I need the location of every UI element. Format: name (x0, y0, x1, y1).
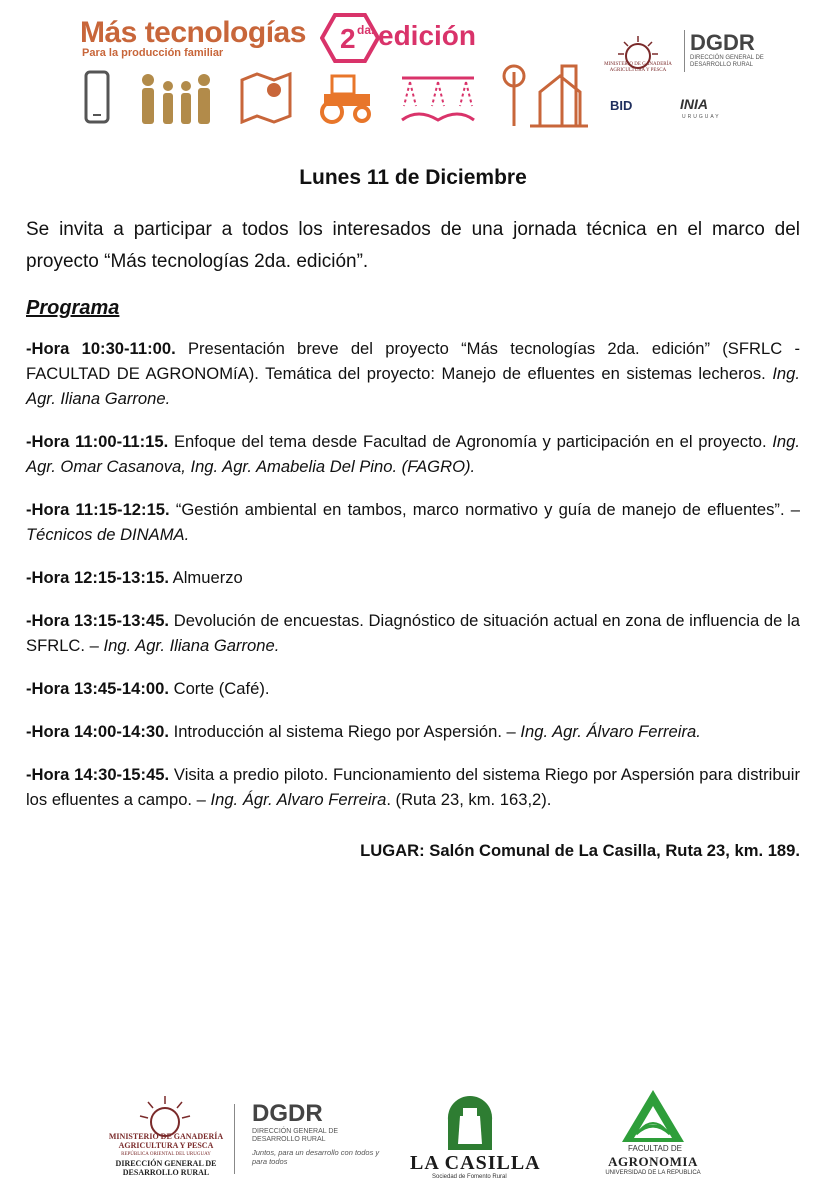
agronomia-line1: FACULTAD DE (628, 1144, 682, 1153)
program-item (26, 497, 800, 547)
footer-dgdr-subtitle: DIRECCIÓN GENERAL DE DESARROLLO RURAL (252, 1128, 339, 1143)
dgdr-logo-text: DGDR (690, 30, 755, 55)
item-time: -Hora 10:30-11:00. (26, 339, 176, 358)
footer-mgap-line: DIRECCIÓN GENERAL DE (115, 1159, 217, 1168)
program-item (26, 676, 800, 701)
header-divider (684, 30, 685, 72)
item-text: Enfoque del tema desde Facultad de Agronomía y participación en el proyecto. (168, 432, 773, 451)
tractor-icon (316, 70, 376, 124)
inia-subtitle: URUGUAY (682, 114, 721, 120)
date-title: Lunes 11 de Diciembre (299, 166, 527, 189)
intro-paragraph: Se invita a participar a todos los interesados de una jornada técnica en el marco del proyecto “Más tecnologías 2da. edición”. (26, 219, 800, 272)
agronomia-line3: UNIVERSIDAD DE LA REPUBLICA (605, 1170, 701, 1176)
item-speaker: Ing. Ágr. Alvaro Ferreira (210, 790, 387, 809)
edition-suffix: da. (357, 23, 375, 37)
irrigation-icon (398, 70, 478, 124)
farm-barn-icon (500, 62, 590, 130)
program-item (26, 719, 800, 744)
location-line: LUGAR: Salón Comunal de La Casilla, Ruta 23, km. 189. (360, 841, 800, 860)
program-heading: Programa (26, 297, 120, 319)
footer-dgdr-logo: DGDR (252, 1100, 323, 1127)
program-item (26, 336, 800, 411)
header-banner (0, 0, 838, 140)
item-tail: . (Ruta 23, km. 163,2). (386, 790, 552, 809)
item-text: Almuerzo (168, 568, 243, 587)
footer-divider (234, 1104, 235, 1174)
inia-logo: INIA (680, 96, 708, 112)
la-casilla-milk-can-icon (445, 1094, 495, 1152)
map-pin-icon (240, 70, 292, 124)
footer-mgap-line: MINISTERIO DE GANADERÍA (108, 1132, 224, 1141)
item-speaker: Ing. Agr. Iliana Garrone. (103, 636, 280, 655)
edition-badge-icon (320, 12, 380, 64)
footer-mgap-line: AGRICULTURA Y PESCA (118, 1141, 214, 1150)
agronomia-line2: AGRONOMIA (608, 1154, 698, 1169)
item-time: -Hora 13:15-13:45. (26, 611, 170, 630)
program-item (26, 762, 800, 812)
item-speaker: Técnicos de DINAMA. (26, 525, 190, 544)
item-time: -Hora 13:45-14:00. (26, 679, 169, 698)
item-text: Visita a predio piloto. Funcionamiento del sistema Riego por Aspersión para distribuir los efluentes a campo. – (26, 765, 800, 809)
program-item (26, 565, 800, 590)
footer-mgap-line: DESARROLLO RURAL (122, 1168, 210, 1177)
item-time: -Hora 11:15-12:15. (26, 500, 170, 519)
brand-title: Más tecnologías (80, 16, 306, 49)
footer-slogan: Juntos, para un desarrollo con todos y para todos (252, 1148, 380, 1166)
item-speaker: Ing. Agr. Álvaro Ferreira. (520, 722, 701, 741)
mgap-text: MINISTERIO DE GANADERÍA AGRICULTURA Y PESCA (604, 62, 672, 73)
edition-word: edición (378, 20, 477, 51)
item-time: -Hora 14:30-15:45. (26, 765, 170, 784)
footer-mgap-line: REPÚBLICA ORIENTAL DEL URUGUAY (121, 1152, 211, 1157)
bid-logo: BID (610, 98, 633, 113)
item-speaker: Ing. Agr. Omar Casanova, Ing. Agr. Amabelia Del Pino. (FAGRO). (26, 432, 800, 476)
dgdr-subtitle: DIRECCIÓN GENERAL DE DESARROLLO RURAL (690, 55, 764, 68)
item-time: -Hora 12:15-13:15. (26, 568, 169, 587)
item-text: Introducción al sistema Riego por Aspersión. – (168, 722, 521, 741)
item-speaker: Ing. Agr. Iliana Garrone. (26, 364, 800, 408)
header-icon-row (80, 70, 500, 130)
program-item (26, 608, 800, 658)
item-text: “Gestión ambiental en tambos, marco normativo y guía de manejo de efluentes”. – (169, 500, 800, 519)
document-body (26, 160, 800, 863)
item-text: Presentación breve del proyecto “Más tecnologías 2da. edición” (SFRLC - FACULTAD DE AGRONOMíA). Temática del proyecto: Manejo de efluentes en sistemas lecheros. (26, 339, 800, 383)
item-text: Devolución de encuestas. Diagnóstico de situación actual en zona de influencia de la SFRLC. – (26, 611, 800, 655)
edition-number: 2 (340, 23, 356, 54)
la-casilla-subtitle: Sociedad de Fomento Rural (432, 1174, 507, 1180)
agronomia-triangle-icon (620, 1088, 686, 1144)
footer-logos (0, 1080, 838, 1199)
footer-mgap-text (96, 1132, 236, 1177)
program-item (26, 429, 800, 479)
family-icon (136, 70, 216, 126)
program-list (26, 336, 800, 812)
smartphone-icon (84, 70, 110, 124)
mgap-emblem-icon (596, 24, 680, 84)
item-text: Corte (Café). (168, 679, 270, 698)
item-time: -Hora 11:00-11:15. (26, 432, 169, 451)
item-time: -Hora 14:00-14:30. (26, 722, 169, 741)
brand-subtitle: Para la producción familiar (82, 47, 224, 59)
la-casilla-logo: LA CASILLA (410, 1152, 541, 1174)
